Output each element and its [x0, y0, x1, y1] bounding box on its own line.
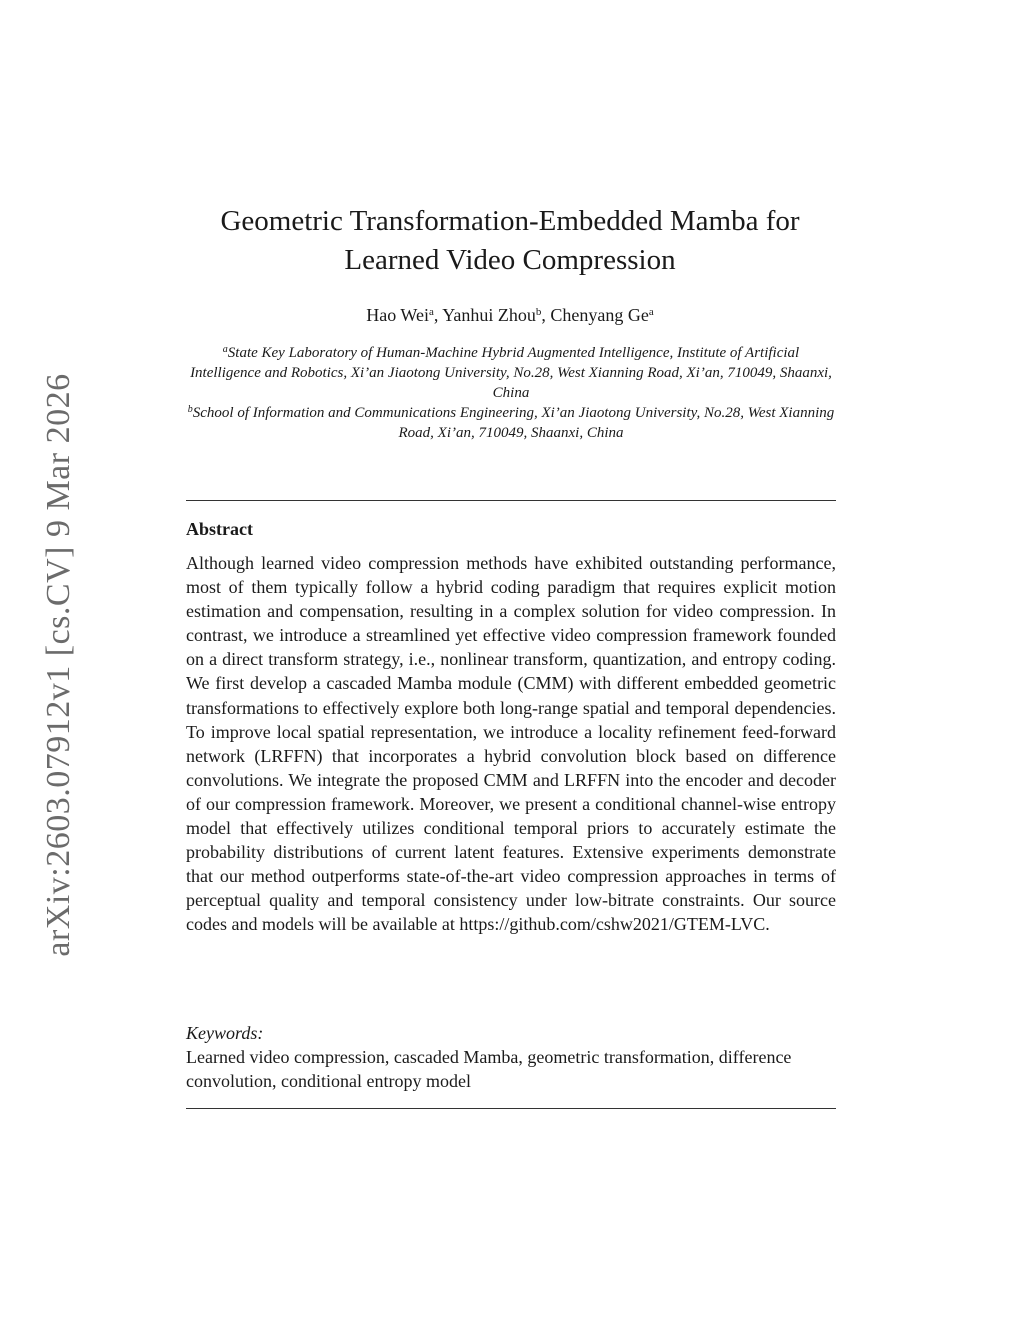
author-name: Yanhui Zhou: [442, 305, 536, 325]
keywords-label: Keywords:: [186, 1023, 264, 1043]
affiliation: [186, 343, 836, 403]
title-line-2: Learned Video Compression: [344, 244, 676, 276]
author-list: Hao Wei$^a$, Yanhui Zhou$^b$, Chenyang Ge$^a$: [366, 305, 654, 325]
author-affiliation-mark: a: [648, 306, 654, 318]
affiliation-text: School of Information and Communications Engineering, Xi’an Jiaotong University, No.28, West Xianning Road, Xi’an, 710049, Shaanxi, China: [192, 405, 835, 441]
affiliation-mark: b: [187, 404, 193, 415]
top-divider: [186, 500, 836, 501]
title-line-1: Geometric Transformation-Embedded Mamba for: [220, 205, 800, 237]
author-name: Chenyang Ge: [550, 305, 649, 325]
affiliation-list: [186, 343, 836, 443]
author-affiliation-mark: b: [535, 306, 542, 318]
abstract-heading: Abstract: [186, 519, 253, 539]
paper-title: [150, 202, 870, 280]
author-name: Hao Wei: [366, 305, 429, 325]
author-affiliation-mark: a: [428, 306, 434, 318]
keywords-text: Learned video compression, cascaded Mamba, geometric transformation, difference convolution, conditional entropy model: [186, 1047, 792, 1091]
bottom-divider: [186, 1108, 836, 1109]
arxiv-identifier-stamp: arXiv:2603.07912v1 [cs.CV] 9 Mar 2026: [40, 373, 77, 957]
affiliation-text: State Key Laboratory of Human-Machine Hybrid Augmented Intelligence, Institute of Artificial Intelligence and Robotics, Xi’an Jiaotong University, No.28, West Xianning Road, Xi’an, 710049, Shaanxi, China: [190, 345, 832, 401]
affiliation: [186, 403, 836, 443]
abstract-body: Although learned video compression methods have exhibited outstanding performance, most of them typically follow a hybrid coding paradigm that requires explicit motion estimation and compensation, resulting in a complex solution for video compression. In contrast, we introduce a streamlined yet effective video compression framework founded on a direct transform strategy, i.e., nonlinear transform, quantization, and entropy coding. We first develop a cascaded Mamba module (CMM) with different embedded geometric transformations to effectively explore both long-range spatial and temporal dependencies. To improve local spatial representation, we introduce a locality refinement feed-forward network (LRFFN) that incorporates a hybrid convolution block based on difference convolutions. We integrate the proposed CMM and LRFFN into the encoder and decoder of our compression framework. Moreover, we present a conditional channel-wise entropy model that effectively utilizes conditional temporal priors to accurately estimate the probability distributions of current latent features. Extensive experiments demonstrate that our method outperforms state-of-the-art video compression approaches in terms of perceptual quality and temporal consistency under low-bitrate constraints. Our source codes and models will be available at https://github.com/cshw2021/GTEM-LVC.: [186, 553, 836, 935]
affiliation-mark: a: [222, 344, 228, 355]
